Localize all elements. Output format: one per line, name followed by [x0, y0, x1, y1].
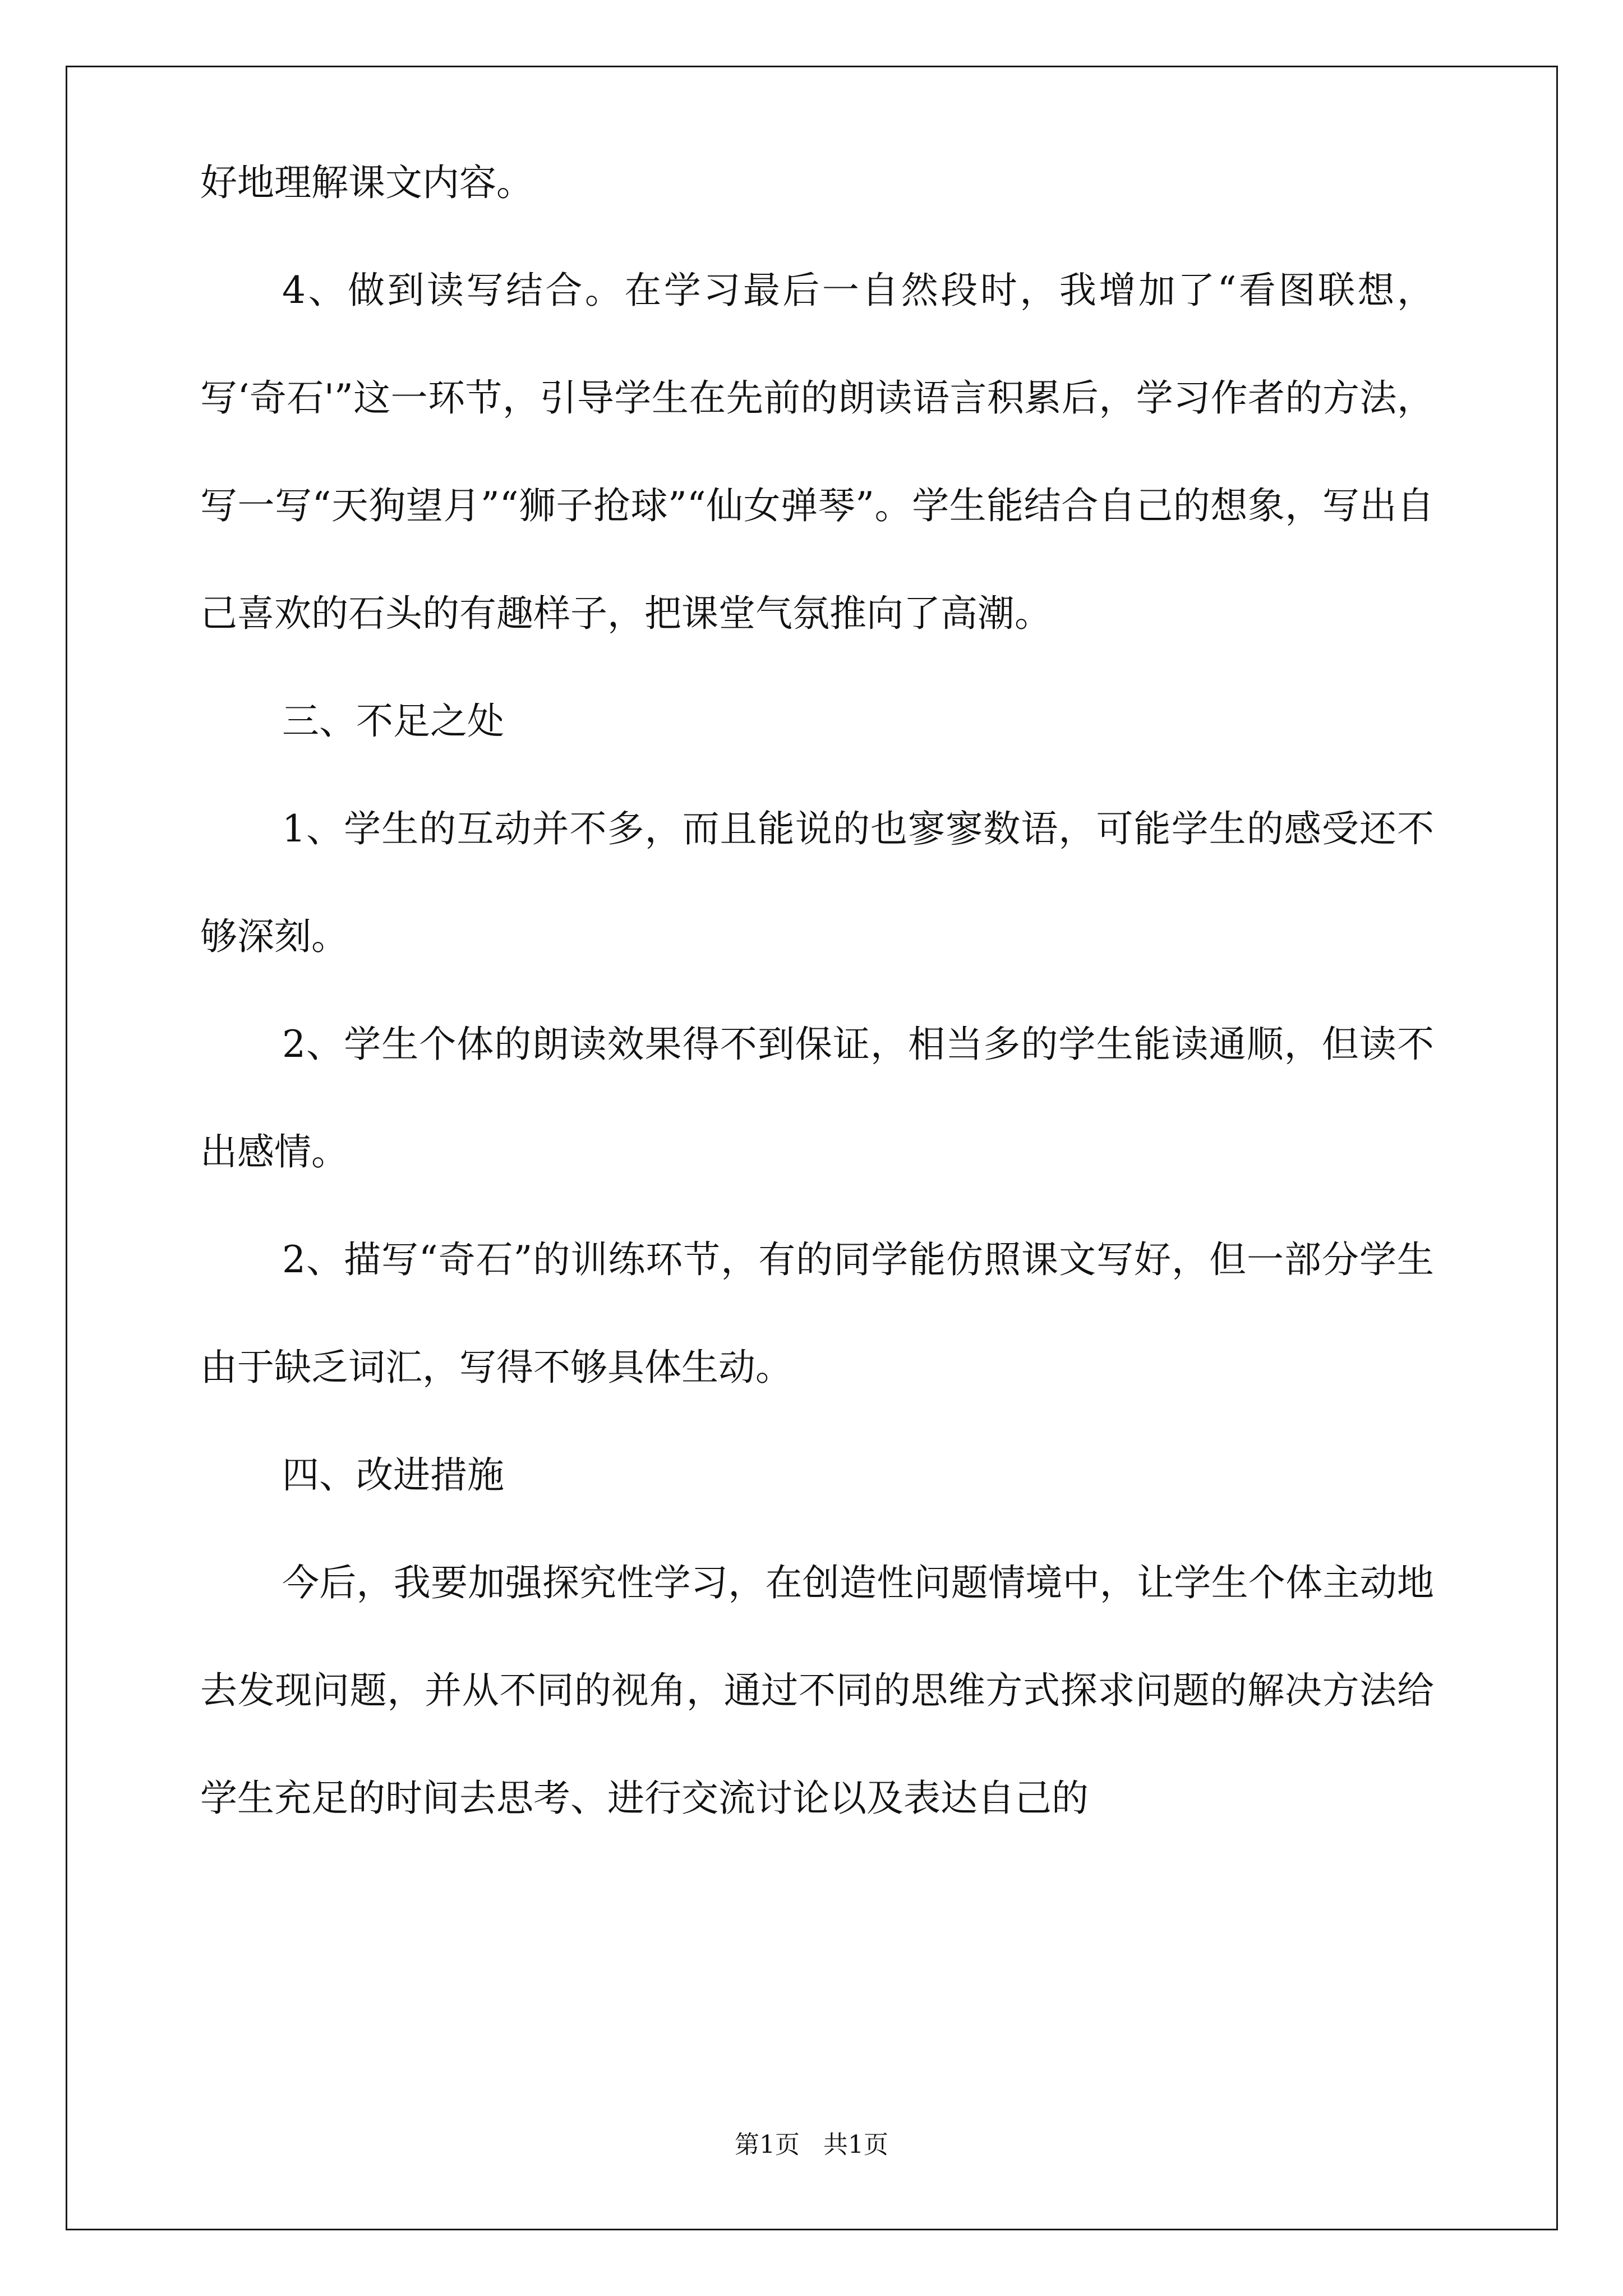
paragraph-continuation: 好地理解课文内容。 — [200, 161, 533, 204]
paragraph-shortcoming-1: 1、学生的互动并不多，而且能说的也寥寥数语，可能学生的感受还不够深刻。 — [200, 807, 1434, 958]
paragraph-shortcoming-2: 2、学生个体的朗读效果得不到保证，相当多的学生能读通顺，但读不出感情。 — [200, 1023, 1434, 1174]
page-number-footer: 第1页 共1页 — [735, 2131, 888, 2159]
section-heading-improvements: 四、改进措施 — [282, 1453, 504, 1497]
section-heading-shortcomings: 三、不足之处 — [282, 700, 504, 743]
paragraph-shortcoming-3: 2、描写“奇石”的训练环节，有的同学能仿照课文写好，但一部分学生由于缺乏词汇，写得不够具体生动。 — [200, 1238, 1434, 1389]
document-body — [200, 129, 1434, 1852]
paragraph-reading-writing: 4、做到读写结合。在学习最后一自然段时，我增加了“看图联想，写‘奇石'”这一环节，引导学生在先前的朗读语言积累后，学习作者的方法，写一写“天狗望月”“狮子抢球”“仙女弹琴”。学生能结合自己的想象，写出自己喜欢的石头的有趣样子，把课堂气氛推向了高潮。 — [200, 269, 1434, 635]
paragraph-improvements: 今后，我要加强探究性学习，在创造性问题情境中，让学生个体主动地去发现问题，并从不同的视角，通过不同的思维方式探求问题的解决方法给学生充足的时间去思考、进行交流讨论以及表达自己的 — [200, 1561, 1434, 1820]
